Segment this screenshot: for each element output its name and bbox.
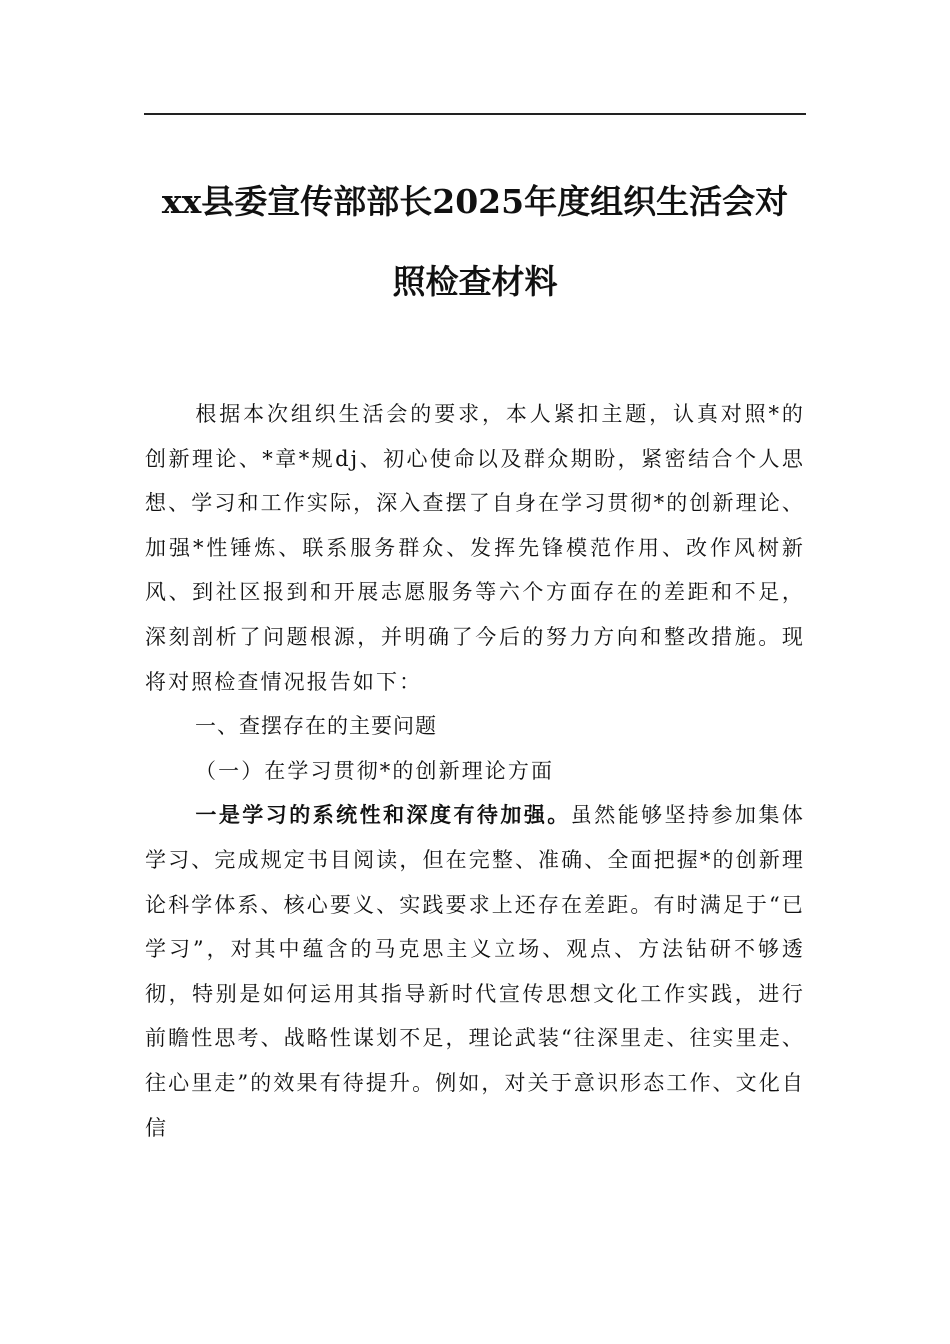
title-line-2: 照检查材料	[392, 262, 558, 301]
intro-paragraph: 根据本次组织生活会的要求，本人紧扣主题，认真对照*的创新理论、*章*规dj、初心使命以及群众期盼，紧密结合个人思想、学习和工作实际，深入查摆了自身在学习贯彻*的创新理论、加强*性锤炼、联系服务群众、发挥先锋模范作用、改作风树新风、到社区报到和开展志愿服务等六个方面存在的差距和不足，深刻剖析了问题根源，并明确了今后的努力方向和整改措施。现将对照检查情况报告如下：	[145, 402, 805, 694]
document-title	[140, 162, 810, 322]
header-rule	[144, 113, 806, 115]
title-line-1: xx县委宣传部部长2025年度组织生活会对	[161, 182, 789, 221]
section-1-heading: 一、查摆存在的主要问题	[195, 714, 437, 739]
point-1-body: 虽然能够坚持参加集体学习、完成规定书目阅读，但在完整、准确、全面把握*的创新理论科学体系、核心要义、实践要求上还存在差距。有时满足于“已学习”，对其中蕴含的马克思主义立场、观点、方法钻研不够透彻，特别是如何运用其指导新时代宣传思想文化工作实践，进行前瞻性思考、战略性谋划不足，理论武装“往深里走、往实里走、往心里走”的效果有待提升。例如，对关于意识形态工作、文化自信	[145, 803, 805, 1140]
point-1-lead: 一是学习的系统性和深度有待加强。	[195, 802, 571, 828]
subsection-1-heading: （一）在学习贯彻*的创新理论方面	[195, 758, 555, 783]
document-body	[145, 392, 805, 1150]
point-1-paragraph	[145, 793, 805, 1150]
